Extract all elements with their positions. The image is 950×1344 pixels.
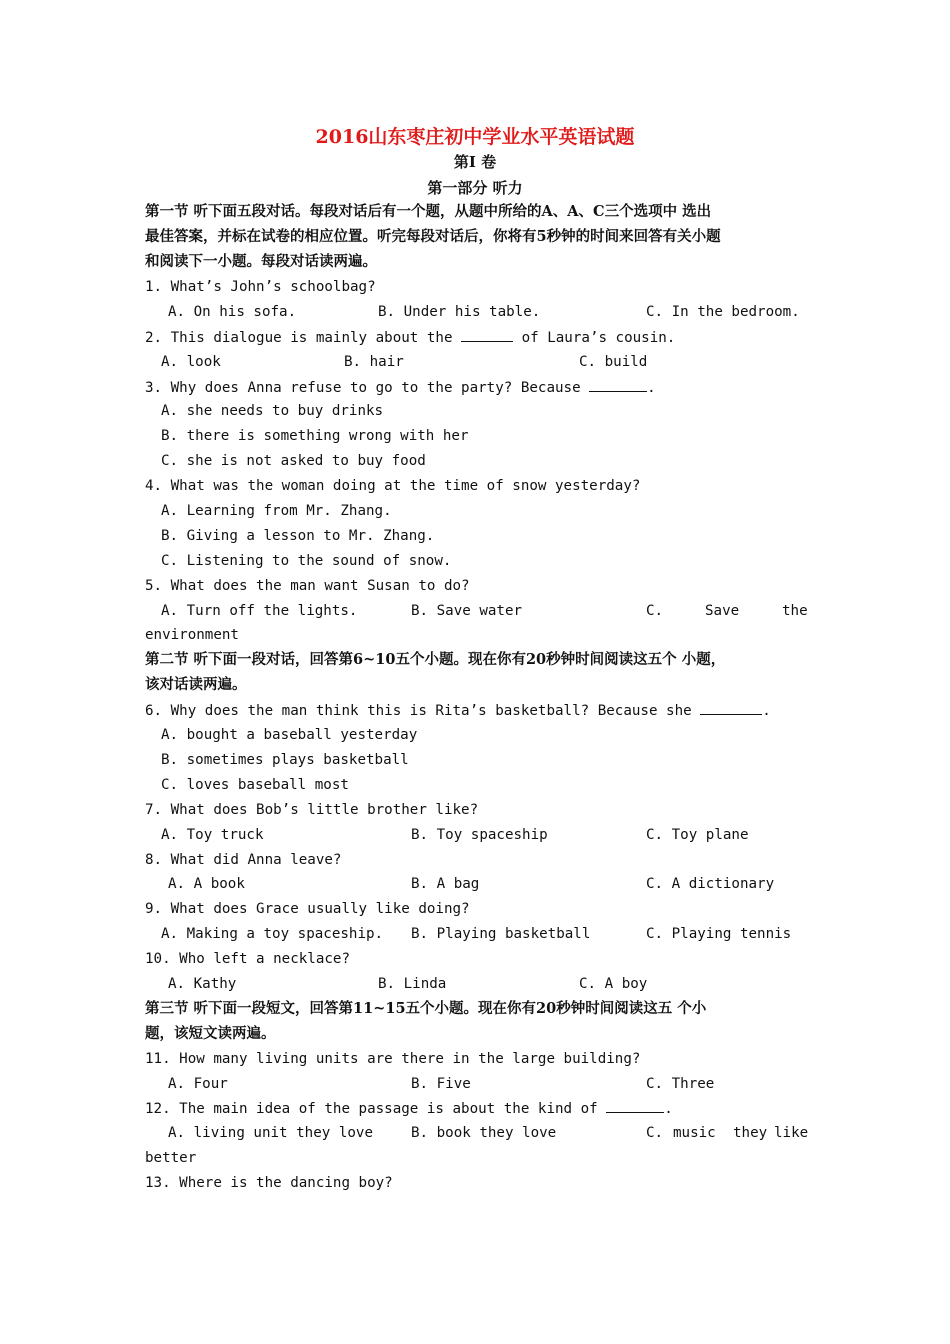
section-2-instructions: [145, 647, 817, 697]
q8-option-a: A. A book: [168, 876, 245, 892]
q8-option-b: B. A bag: [411, 876, 480, 892]
q3-end: .: [647, 380, 656, 396]
instruction-line: 最佳答案，并标在试卷的相应位置。听完每段对话后，你将有5秒钟的时间来回答有关小题: [145, 228, 721, 245]
q6-option-a: A. bought a baseball yesterday: [161, 727, 418, 743]
q3-option-c: C. she is not asked to buy food: [161, 453, 426, 469]
instruction-line: 第一节 听下面五段对话。每段对话后有一个题，从题中所给的A、A、C三个选项中 选出: [145, 203, 712, 220]
q8-option-c: C. A dictionary: [646, 876, 775, 892]
question-12: [145, 1098, 673, 1119]
instruction-line: 题，该短文读两遍。: [145, 1025, 276, 1042]
question-8: 8. What did Anna leave?: [145, 852, 342, 868]
q12-option-c-word: better: [145, 1150, 197, 1166]
volume-label: 第I 卷: [453, 153, 497, 171]
q11-option-b: B. Five: [411, 1076, 471, 1092]
q12-option-c-word: like: [774, 1125, 809, 1141]
q10-option-b: B. Linda: [378, 976, 447, 992]
q1-option-a: A. On his sofa.: [168, 304, 297, 320]
answer-blank: [589, 377, 647, 392]
q11-option-a: A. Four: [168, 1076, 228, 1092]
instruction-line: 第二节 听下面一段对话，回答第6~10五个小题。现在你有20秒钟时间阅读这五个 小题，: [145, 651, 726, 668]
q12-option-c-label: C.: [646, 1125, 664, 1141]
question-6: [145, 700, 771, 721]
question-5: 5. What does the man want Susan to do?: [145, 578, 470, 594]
q2-text-end: of Laura’s cousin.: [513, 330, 676, 346]
question-11: 11. How many living units are there in the large building?: [145, 1051, 641, 1067]
question-7: 7. What does Bob’s little brother like?: [145, 802, 479, 818]
q2-option-c: C. build: [579, 354, 648, 370]
q5-option-c-word: the: [782, 603, 808, 619]
q2-option-b: B. hair: [344, 354, 404, 370]
question-2: [145, 327, 675, 348]
q12-option-b: B. book they love: [411, 1125, 557, 1141]
q3-option-a: A. she needs to buy drinks: [161, 403, 384, 419]
q2-option-a: A. look: [161, 354, 221, 370]
q5-option-c-label: C.: [646, 603, 664, 619]
q7-option-b: B. Toy spaceship: [411, 827, 548, 843]
question-4: 4. What was the woman doing at the time of snow yesterday?: [145, 478, 641, 494]
q12-option-c-word: they: [733, 1125, 768, 1141]
q3-option-b: B. there is something wrong with her: [161, 428, 469, 444]
q6-option-b: B. sometimes plays basketball: [161, 752, 409, 768]
q4-option-a: A. Learning from Mr. Zhang.: [161, 503, 392, 519]
section-3-instructions: [145, 996, 817, 1046]
part-label: 第一部分 听力: [427, 179, 523, 197]
q12-option-c-word: music: [673, 1125, 716, 1141]
question-1: 1. What’s John’s schoolbag?: [145, 279, 376, 295]
answer-blank: [606, 1098, 664, 1113]
q1-option-b: B. Under his table.: [378, 304, 541, 320]
instruction-line: 第三节 听下面一段短文，回答第11~15五个小题。现在你有20秒钟时间阅读这五 个小: [145, 1000, 707, 1017]
q11-option-c: C. Three: [646, 1076, 715, 1092]
q6-text: 6. Why does the man think this is Rita’s basketball? Because she: [145, 703, 701, 719]
q12-option-a: A. living unit they love: [168, 1125, 373, 1141]
q4-option-b: B. Giving a lesson to Mr. Zhang.: [161, 528, 435, 544]
answer-blank: [461, 327, 513, 342]
q4-option-c: C. Listening to the sound of snow.: [161, 553, 452, 569]
q12-text: 12. The main idea of the passage is about the kind of: [145, 1101, 607, 1117]
answer-blank: [700, 700, 762, 715]
q5-option-c-word: Save: [705, 603, 740, 619]
q10-option-a: A. Kathy: [168, 976, 237, 992]
q6-end: .: [762, 703, 771, 719]
section-1-instructions: [145, 199, 817, 274]
q5-option-c-word: environment: [145, 627, 239, 643]
q1-option-c: C. In the bedroom.: [646, 304, 800, 320]
q7-option-c: C. Toy plane: [646, 827, 749, 843]
q12-end: .: [664, 1101, 673, 1117]
exam-title: 2016山东枣庄初中学业水平英语试题: [315, 126, 635, 148]
q3-text: 3. Why does Anna refuse to go to the party? Because: [145, 380, 590, 396]
question-10: 10. Who left a necklace?: [145, 951, 350, 967]
q2-text-start: 2. This dialogue is mainly about the: [145, 330, 462, 346]
question-9: 9. What does Grace usually like doing?: [145, 901, 470, 917]
instruction-line: 该对话读两遍。: [145, 676, 247, 693]
question-13: 13. Where is the dancing boy?: [145, 1175, 393, 1191]
q5-option-b: B. Save water: [411, 603, 523, 619]
q10-option-c: C. A boy: [579, 976, 648, 992]
instruction-line: 和阅读下一小题。每段对话读两遍。: [145, 253, 377, 270]
question-3: [145, 377, 656, 398]
q6-option-c: C. loves baseball most: [161, 777, 349, 793]
q9-option-a: A. Making a toy spaceship.: [161, 926, 384, 942]
q7-option-a: A. Toy truck: [161, 827, 264, 843]
q9-option-b: B. Playing basketball: [411, 926, 591, 942]
q9-option-c: C. Playing tennis: [646, 926, 792, 942]
q5-option-a: A. Turn off the lights.: [161, 603, 358, 619]
